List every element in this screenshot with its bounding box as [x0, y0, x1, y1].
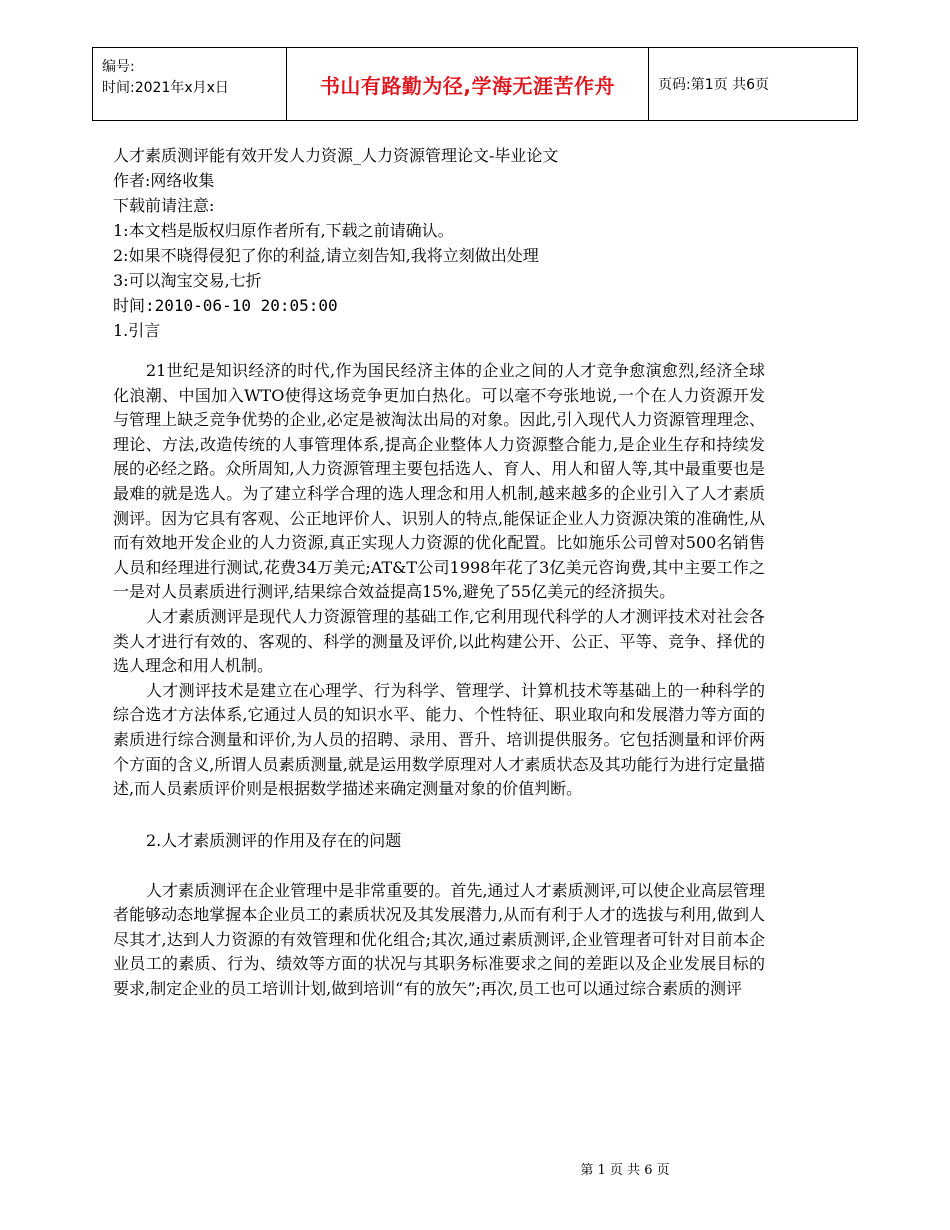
author-line: 作者:网络收集	[113, 171, 215, 190]
header-info-cell	[93, 48, 287, 120]
page-info: 页码:第1页 共6页	[658, 77, 769, 93]
document-title: 人才素质测评能有效开发人力资源_人力资源管理论文-毕业论文	[113, 146, 559, 165]
section-heading-2: 2.人才素质测评的作用及存在的问题	[146, 830, 402, 850]
document-body	[113, 143, 773, 1002]
paragraph-2: 人才素质测评是现代人力资源管理的基础工作,它利用现代科学的人才测评技术对社会各类人才进行有效的、客观的、科学的测量及评价,以此构建公开、公正、平等、竞争、择优的选人理念和用人机制。	[113, 606, 765, 676]
number-label: 编号:	[102, 59, 135, 75]
footer-page-number: 第 1 页 共 6 页	[580, 1163, 670, 1178]
page-header	[92, 47, 858, 121]
publish-time: 时间:2010-06-10 20:05:00	[113, 296, 338, 315]
header-page-cell	[649, 48, 857, 120]
notice-heading: 下载前请注意:	[113, 196, 215, 215]
page-footer	[0, 1159, 950, 1178]
notice-item-3: 3:可以淘宝交易,七折	[113, 271, 262, 290]
paragraph-4: 人才素质测评在企业管理中是非常重要的。首先,通过人才素质测评,可以使企业高层管理者能够动态地掌握本企业员工的素质状况及其发展潜力,从而有利于人才的选拔与利用,做到人尽其才,达到人力资源的有效管理和优化组合;其次,通过素质测评,企业管理者可针对目前本企业员工的素质、行为、绩效等方面的状况与其职务标准要求之间的差距以及企业发展目标的要求,制定企业的员工培训计划,做到培训“有的放矢”;再次,员工也可以通过综合素质的测评	[113, 880, 765, 999]
paragraph-1: 21世纪是知识经济的时代,作为国民经济主体的企业之间的人才竞争愈演愈烈,经济全球化浪潮、中国加入WTO使得这场竞争更加白热化。可以毫不夸张地说,一个在人力资源开发与管理上缺乏竞争优势的企业,必定是被淘汰出局的对象。因此,引入现代人力资源管理理念、理论、方法,改造传统的人事管理体系,提高企业整体人力资源整合能力,是企业生存和持续发展的必经之路。众所周知,人力资源管理主要包括选人、育人、用人和留人等,其中最重要也是最难的就是选人。为了建立科学合理的选人理念和用人机制,越来越多的企业引入了人才素质测评。因为它具有客观、公正地评价人、识别人的特点,能保证企业人力资源决策的准确性,从而有效地开发企业的人力资源,真正实现人力资源的优化配置。比如施乐公司曾对500名销售人员和经理进行测试,花费34万美元;AT&T公司1998年花了3亿美元咨询费,其中主要工作之一是对人员素质进行测评,结果综合效益提高15%,避免了55亿美元的经济损失。	[113, 361, 765, 602]
section-heading-1: 1.引言	[113, 321, 161, 340]
paragraph-3: 人才测评技术是建立在心理学、行为科学、管理学、计算机技术等基础上的一种科学的综合选才方法体系,它通过人员的知识水平、能力、个性特征、职业取向和发展潜力等方面的素质进行综合测量和评价,为人员的招聘、录用、晋升、培训提供服务。它包括测量和评价两个方面的含义,所谓人员素质测量,就是运用数学原理对人才素质状态及其功能行为进行定量描述,而人员素质评价则是根据数学描述来确定测量对象的价值判断。	[113, 680, 765, 799]
header-motto-cell	[287, 48, 649, 120]
motto-text: 书山有路勤为径,学海无涯苦作舟	[319, 73, 616, 98]
time-label: 时间:2021年x月x日	[102, 80, 229, 96]
notice-item-1: 1:本文档是版权归原作者所有,下载之前请确认。	[113, 221, 454, 240]
notice-item-2: 2:如果不晓得侵犯了你的利益,请立刻告知,我将立刻做出处理	[113, 246, 539, 265]
